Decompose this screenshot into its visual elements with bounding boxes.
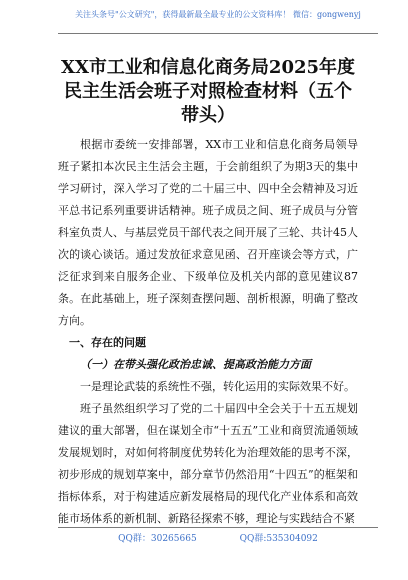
subheading: （一）在带头强化政治忠诚、提高政治能力方面 [80, 358, 311, 371]
header-divider [58, 33, 378, 34]
footer-divider [58, 527, 378, 528]
qq-group-1: QQ群：30265665 [118, 534, 197, 544]
document-body [58, 134, 358, 530]
section-heading: 一、存在的问题 [69, 336, 146, 349]
qq-group-2: QQ群:535304092 [239, 534, 318, 544]
footer [58, 533, 378, 545]
point-1-body: 班子虽然组织学习了党的二十届四中全会关于十五五规划建议的重大部署，但在谋划全市“十五五”工业和商贸流通领域发展规划时，对如何将制度优势转化为治理效能的思考不深，初步形成的规划草案中，部分章节仍然沿用“十四五”的框架和指标体系，对于构建适应新发展格局的现代化产业体系和高效能市场体系的新机制、新路径探索不够，理论与实践结合不紧 [58, 402, 358, 525]
point-1: 一是理论武装的系统性不强，转化运用的实际效果不好。 [80, 380, 355, 393]
intro-paragraph: 根据市委统一安排部署，XX市工业和信息化商务局领导班子紧扣本次民主生活会主题，于会前组织了为期3天的集中学习研讨，深入学习了党的二十届三中、四中全会精神及习近平总书记系列重要讲话精神。班子成员之间、班子成员与分管科室负责人、与基层党员干部代表之间开展了三轮、共计45人次的谈心谈话。通过发放征求意见函、召开座谈会等方式，广泛征求到来自服务企业、下级单位及机关内部的意见建议87条。在此基础上，班子深刻查摆问题、剖析根源，明确了整改方向。 [58, 138, 358, 327]
document-title: XX市工业和信息化商务局2025年度民主生活会班子对照检查材料（五个带头） [60, 57, 356, 126]
header-banner: 关注头条号"公文研究"，获得最新最全最专业的公文资料库！ 微信：gongwenyj [75, 10, 361, 19]
